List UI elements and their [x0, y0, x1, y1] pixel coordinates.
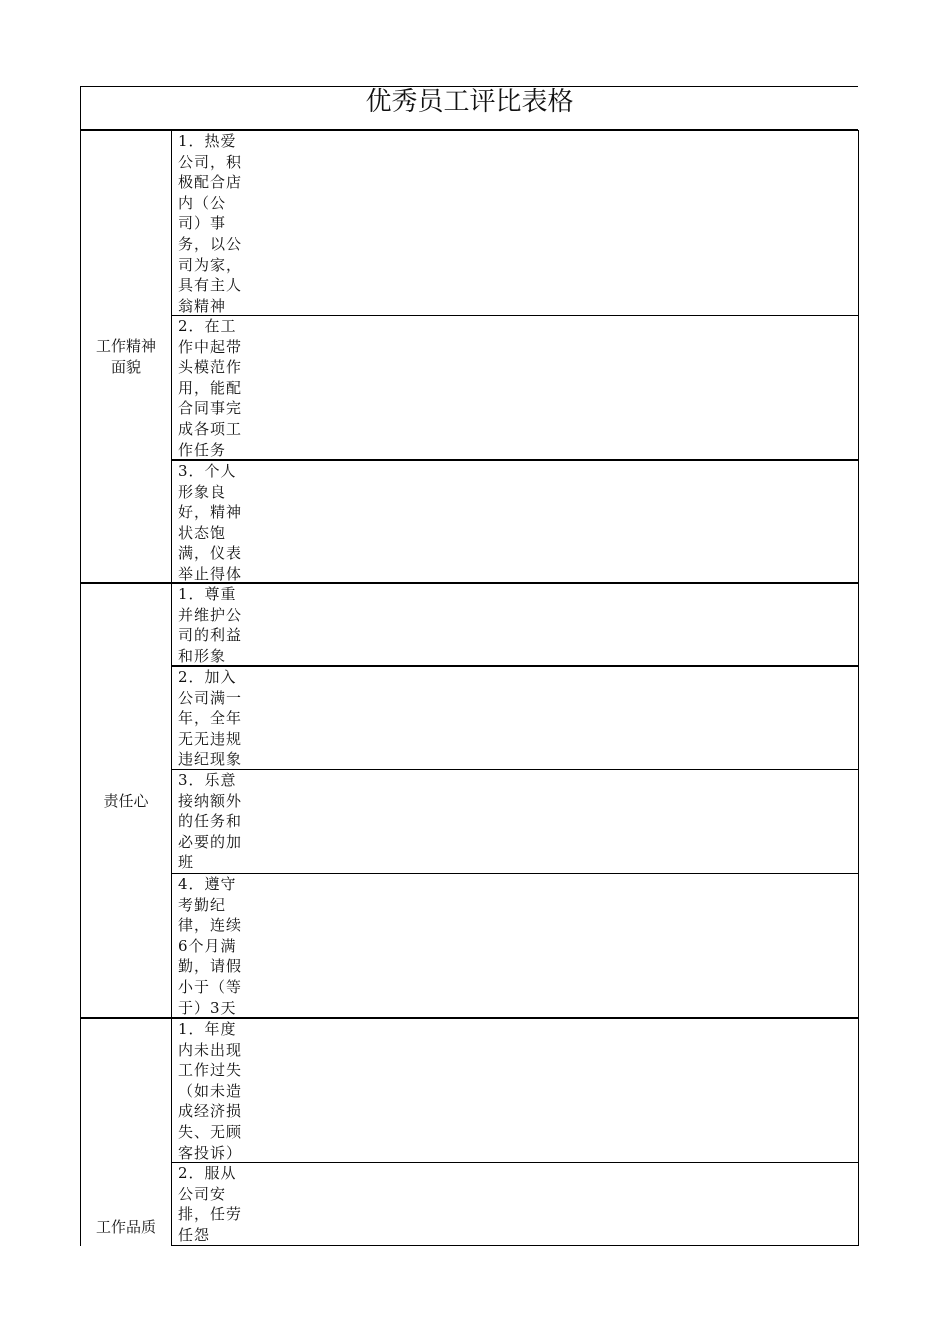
criteria-row [172, 1019, 859, 1163]
category-label: 责任心 [103, 791, 149, 810]
category-label: 工作精神面貌 [95, 337, 156, 376]
criteria-row [172, 316, 859, 461]
criteria-text: 4．遵守考勤纪律，连续6个月满勤，请假小于（等于）3天 [178, 875, 243, 1017]
category-label: 工作品质 [95, 1218, 156, 1236]
criteria-row [172, 770, 859, 874]
criteria-text: 1．年度内未出现工作过失（如未造成经济损失、无顾客投诉） [178, 1020, 243, 1162]
category-work-quality [80, 1019, 172, 1246]
criteria-text: 3．个人形象良好，精神状态饱满，仪表举止得体 [178, 462, 243, 583]
criteria-row [172, 874, 859, 1019]
criteria-text: 1．热爱公司，积极配合店内（公司）事务，以公司为家，具有主人翁精神 [178, 132, 243, 315]
criteria-row [172, 461, 859, 584]
criteria-row [172, 584, 859, 667]
criteria-text: 3．乐意接纳额外的任务和必要的加班 [178, 771, 243, 872]
table-title: 优秀员工评比表格 [80, 86, 858, 130]
criteria-text: 2．加入公司满一年，全年无无违规违纪现象 [178, 668, 243, 769]
criteria-text: 2．服从公司安排，任劳任怨 [178, 1164, 243, 1244]
category-responsibility [80, 584, 172, 1018]
category-work-spirit [80, 130, 172, 583]
evaluation-table [80, 86, 859, 1246]
criteria-text: 1．尊重并维护公司的利益和形象 [178, 585, 243, 665]
criteria-text: 2．在工作中起带头模范作用，能配合同事完成各项工作任务 [178, 317, 243, 459]
criteria-row [172, 130, 859, 316]
criteria-row [172, 1163, 859, 1246]
criteria-row [172, 667, 859, 770]
